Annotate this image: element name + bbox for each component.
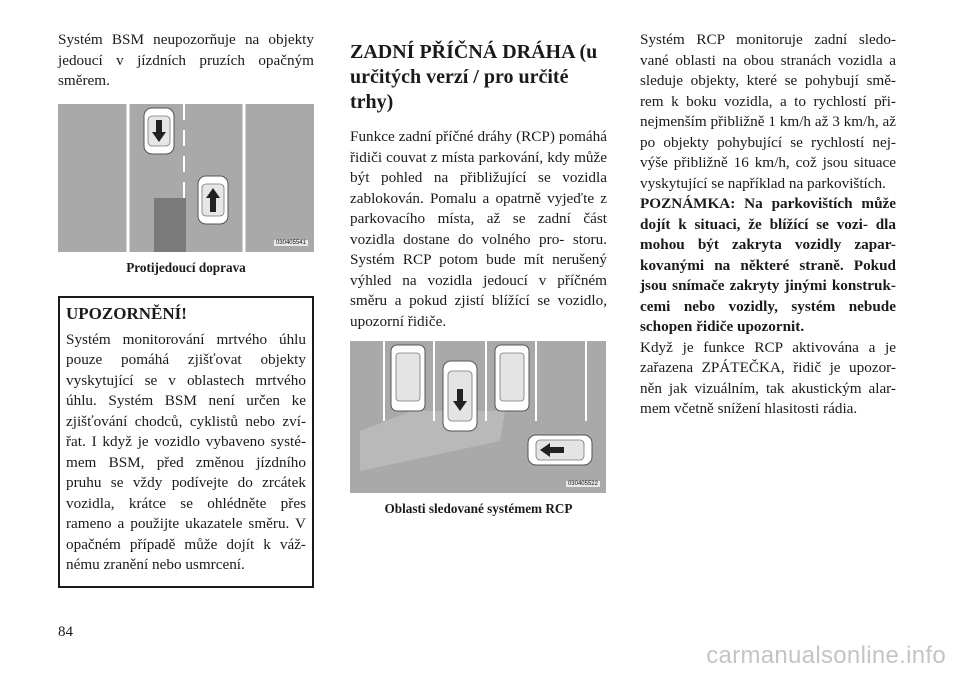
rcp-areas-illustration [350,341,606,493]
note-text: POZNÁMKA: Na parkovištích může dojít k situaci, že blížící se vozi- dla mohou být zakryta vozidly zapar- kovanými na některé straně. Pokud jsou snímače zakryty jinými konstruk- cemi nebo vozidly, systém nebude schopen řidiče upozornit. [640,195,896,335]
reversing-car [443,361,477,431]
bsm-intro-text: Systém BSM neupozorňuje na objekty jedoucí v jízdních pruzích opačným směrem. [58,31,314,89]
watermark: carmanualsonline.info [706,642,946,669]
oncoming-traffic-figure [58,104,314,252]
section-heading: ZADNÍ PŘÍČNÁ DRÁHA (u určitých verzí / pro určité trhy) [350,41,598,113]
figure-code: 030405522 [567,481,598,487]
figure-caption: Oblasti sledované systémem RCP [384,501,573,516]
warning-title: UPOZORNĚNÍ! [66,303,187,323]
parked-car-left [391,345,425,411]
rcp-areas-figure [350,341,606,493]
rcp-monitoring-text: Systém RCP monitoruje zadní sledo- vané oblasti na obou stranách vozidla a sleduje objekty, které se pohybují smě- rem k boku vozidla, a to rychlostí při- nejmenším přibližně 1 km/h až 3 km/h, až po objekty pohybující se rychlostí nej- výše přibližně 16 km/h, což jsou situace vyskytující se například na parkovištích. [640,31,896,192]
left-column [58,30,314,588]
oncoming-car [144,108,174,154]
own-car [198,176,228,224]
warning-text: Systém monitorování mrtvého úhlu pouze pomáhá zjišťovat objekty vyskytující se v oblastech mrtvého úhlu. Systém BSM není určen ke zjišťování chodců, cyklistů nebo zví- řat. I když je vozidlo vybaveno systé- mem BSM, před změnou jízdního pruhu se vždy podívejte do zrcátek vozidla, krátce se ohlédněte přes rameno a použijte ukazatele směru. V opačném případě může dojít k váž- nému zranění nebo usmrcení. [66,330,306,573]
parked-car-right [495,345,529,411]
approaching-car [528,435,592,465]
figure-code: 030405541 [275,239,306,246]
warning-box [58,296,314,588]
right-column [640,30,896,420]
rcp-description-text: Funkce zadní příčné dráhy (RCP) pomáhá řidiči couvat z místa parkování, kdy může být pohled na přibližující se vozidla zablokován. Pomalu a opatrně vyjeďte z parkovacího místa, až se zadní část vozidla dostane do volného pro- storu. Systém RCP potom bude mít nerušený výhled na vozidla jedoucí v příčném směru a pokud zjistí blížící se vozidlo, upozorní řidiče. [350,128,607,330]
figure-caption: Protijedoucí doprava [126,259,246,275]
middle-column [350,30,607,517]
rcp-activation-text: Když je funkce RCP aktivována a je zařazena ZPÁTEČKA, řidič je upozor- něn jak vizuálním, tak akustickým alar- mem včetně snížení hlasitosti rádia. [640,338,896,417]
oncoming-traffic-illustration [58,104,314,252]
page-number: 84 [58,624,73,640]
